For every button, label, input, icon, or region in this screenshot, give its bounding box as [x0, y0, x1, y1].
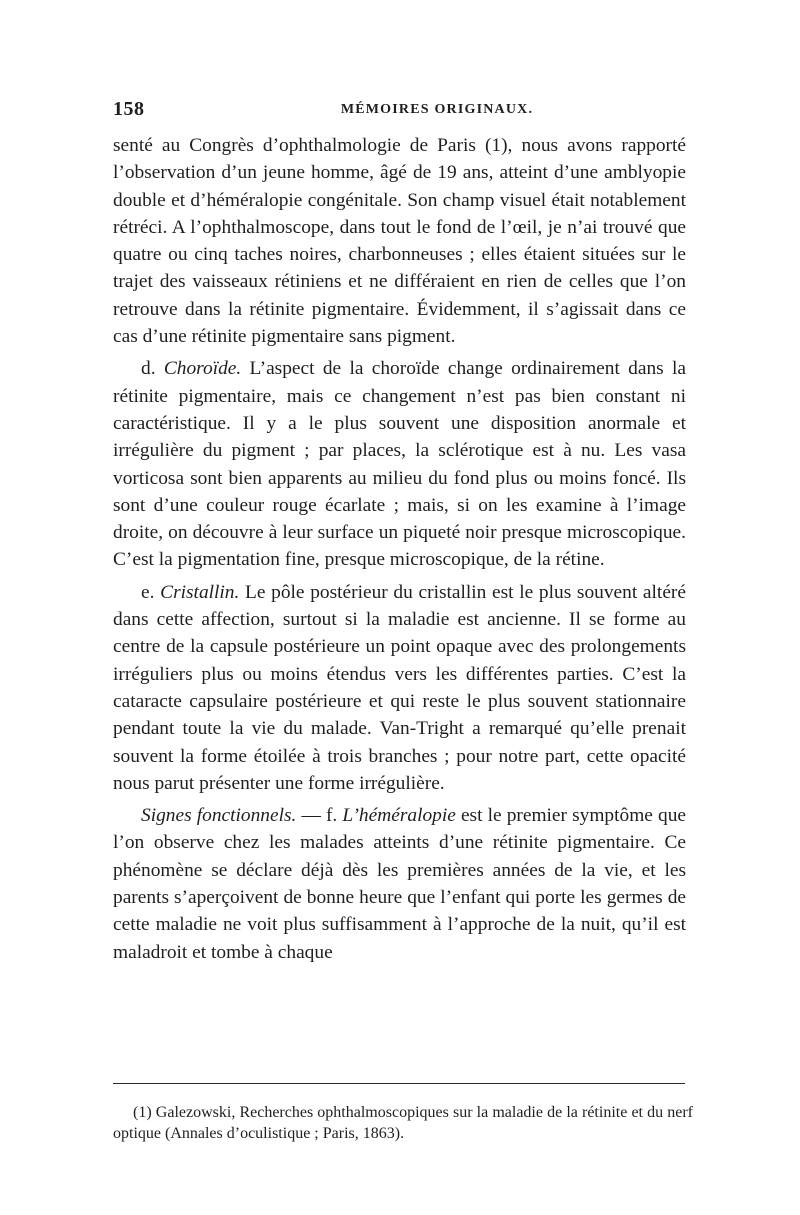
footnote-text: (1) Galezowski, Recherches ophthalmoscopiques sur la maladie de la rétinite et du nerf optique (Annales d’oculistique ; Paris, 1863).	[113, 1104, 693, 1142]
paragraph-text: est le premier symptôme que l’on observe chez les malades atteints d’une rétinite pigmentaire. Ce phénomène se déclare déjà dès les premières années de la vie, et les parents s’aperçoivent de bonne heure que l’enfant qui porte les germes de cette maladie ne voit plus suffisamment à l’approche de la nuit, qu’il est maladroit et tombe à chaque	[113, 805, 686, 963]
paragraph-text: L’aspect de la choroïde change ordinairement dans la rétinite pigmentaire, mais ce changement n’est pas bien constant ni caractéristique. Il y a le plus souvent une disposition anormale et irrégulière du pigment ; par places, la sclérotique est à nu. Les vasa vorticosa sont bien apparents au milieu du fond plus ou moins foncé. Ils sont d’une couleur rouge écarlate ; mais, si on les examine à l’image droite, on découvre à leur surface un piqueté noir presque microscopique. C’est la pigmentation fine, presque microscopique, de la rétine.	[113, 358, 687, 571]
section-title-cristallin: Cristallin.	[160, 581, 240, 603]
section-title-signes: Signes fonctionnels.	[141, 805, 297, 827]
paragraph-text: Le pôle postérieur du cristallin est le plus souvent altéré dans cette affection, surtout si la maladie est ancienne. Il se forme au centre de la capsule postérieure un point opaque avec des prolongements irréguliers plus ou moins étendus vers les différentes parties. C’est la cataracte capsulaire postérieure et qui reste le plus souvent stationnaire pendant toute la vie du malade. Van-Tright a remarqué qu’elle prenait souvent la forme étoilée à trois branches ; pour notre part, cette opacité nous parut présenter une forme irrégulière.	[113, 581, 686, 794]
footnote	[113, 1102, 693, 1144]
section-title-choroide: Choroïde.	[163, 358, 242, 380]
body-text	[113, 132, 686, 966]
term-hemeralopie: L’héméralopie	[342, 805, 456, 827]
page-header	[113, 98, 701, 124]
section-dash: — f.	[296, 805, 343, 827]
paragraph-choroide	[113, 355, 686, 573]
paragraph-cristallin	[113, 579, 686, 797]
section-letter: e.	[141, 581, 161, 603]
section-letter: d.	[141, 358, 164, 380]
paragraph-continuation: senté au Congrès d’ophthalmologie de Paris (1), nous avons rapporté l’observation d’un jeune homme, âgé de 19 ans, atteint d’une amblyopie double et d’héméralopie congénitale. Son champ visuel était notablement rétréci. A l’ophthalmoscope, dans tout le fond de l’œil, je n’ai trouvé que quatre ou cinq taches noires, charbonneuses ; elles étaient situées sur le trajet des vaisseaux rétiniens et ne différaient en rien de celles que l’on retrouve dans la rétinite pigmentaire. Évidemment, il s’agissait dans ce cas d’une rétinite pigmentaire sans pigment.	[113, 135, 686, 348]
page-number: 158	[113, 98, 145, 120]
footnote-divider	[113, 1083, 685, 1084]
paragraph-signes-fonctionnels	[113, 802, 686, 966]
running-head: MÉMOIRES ORIGINAUX.	[340, 102, 534, 117]
